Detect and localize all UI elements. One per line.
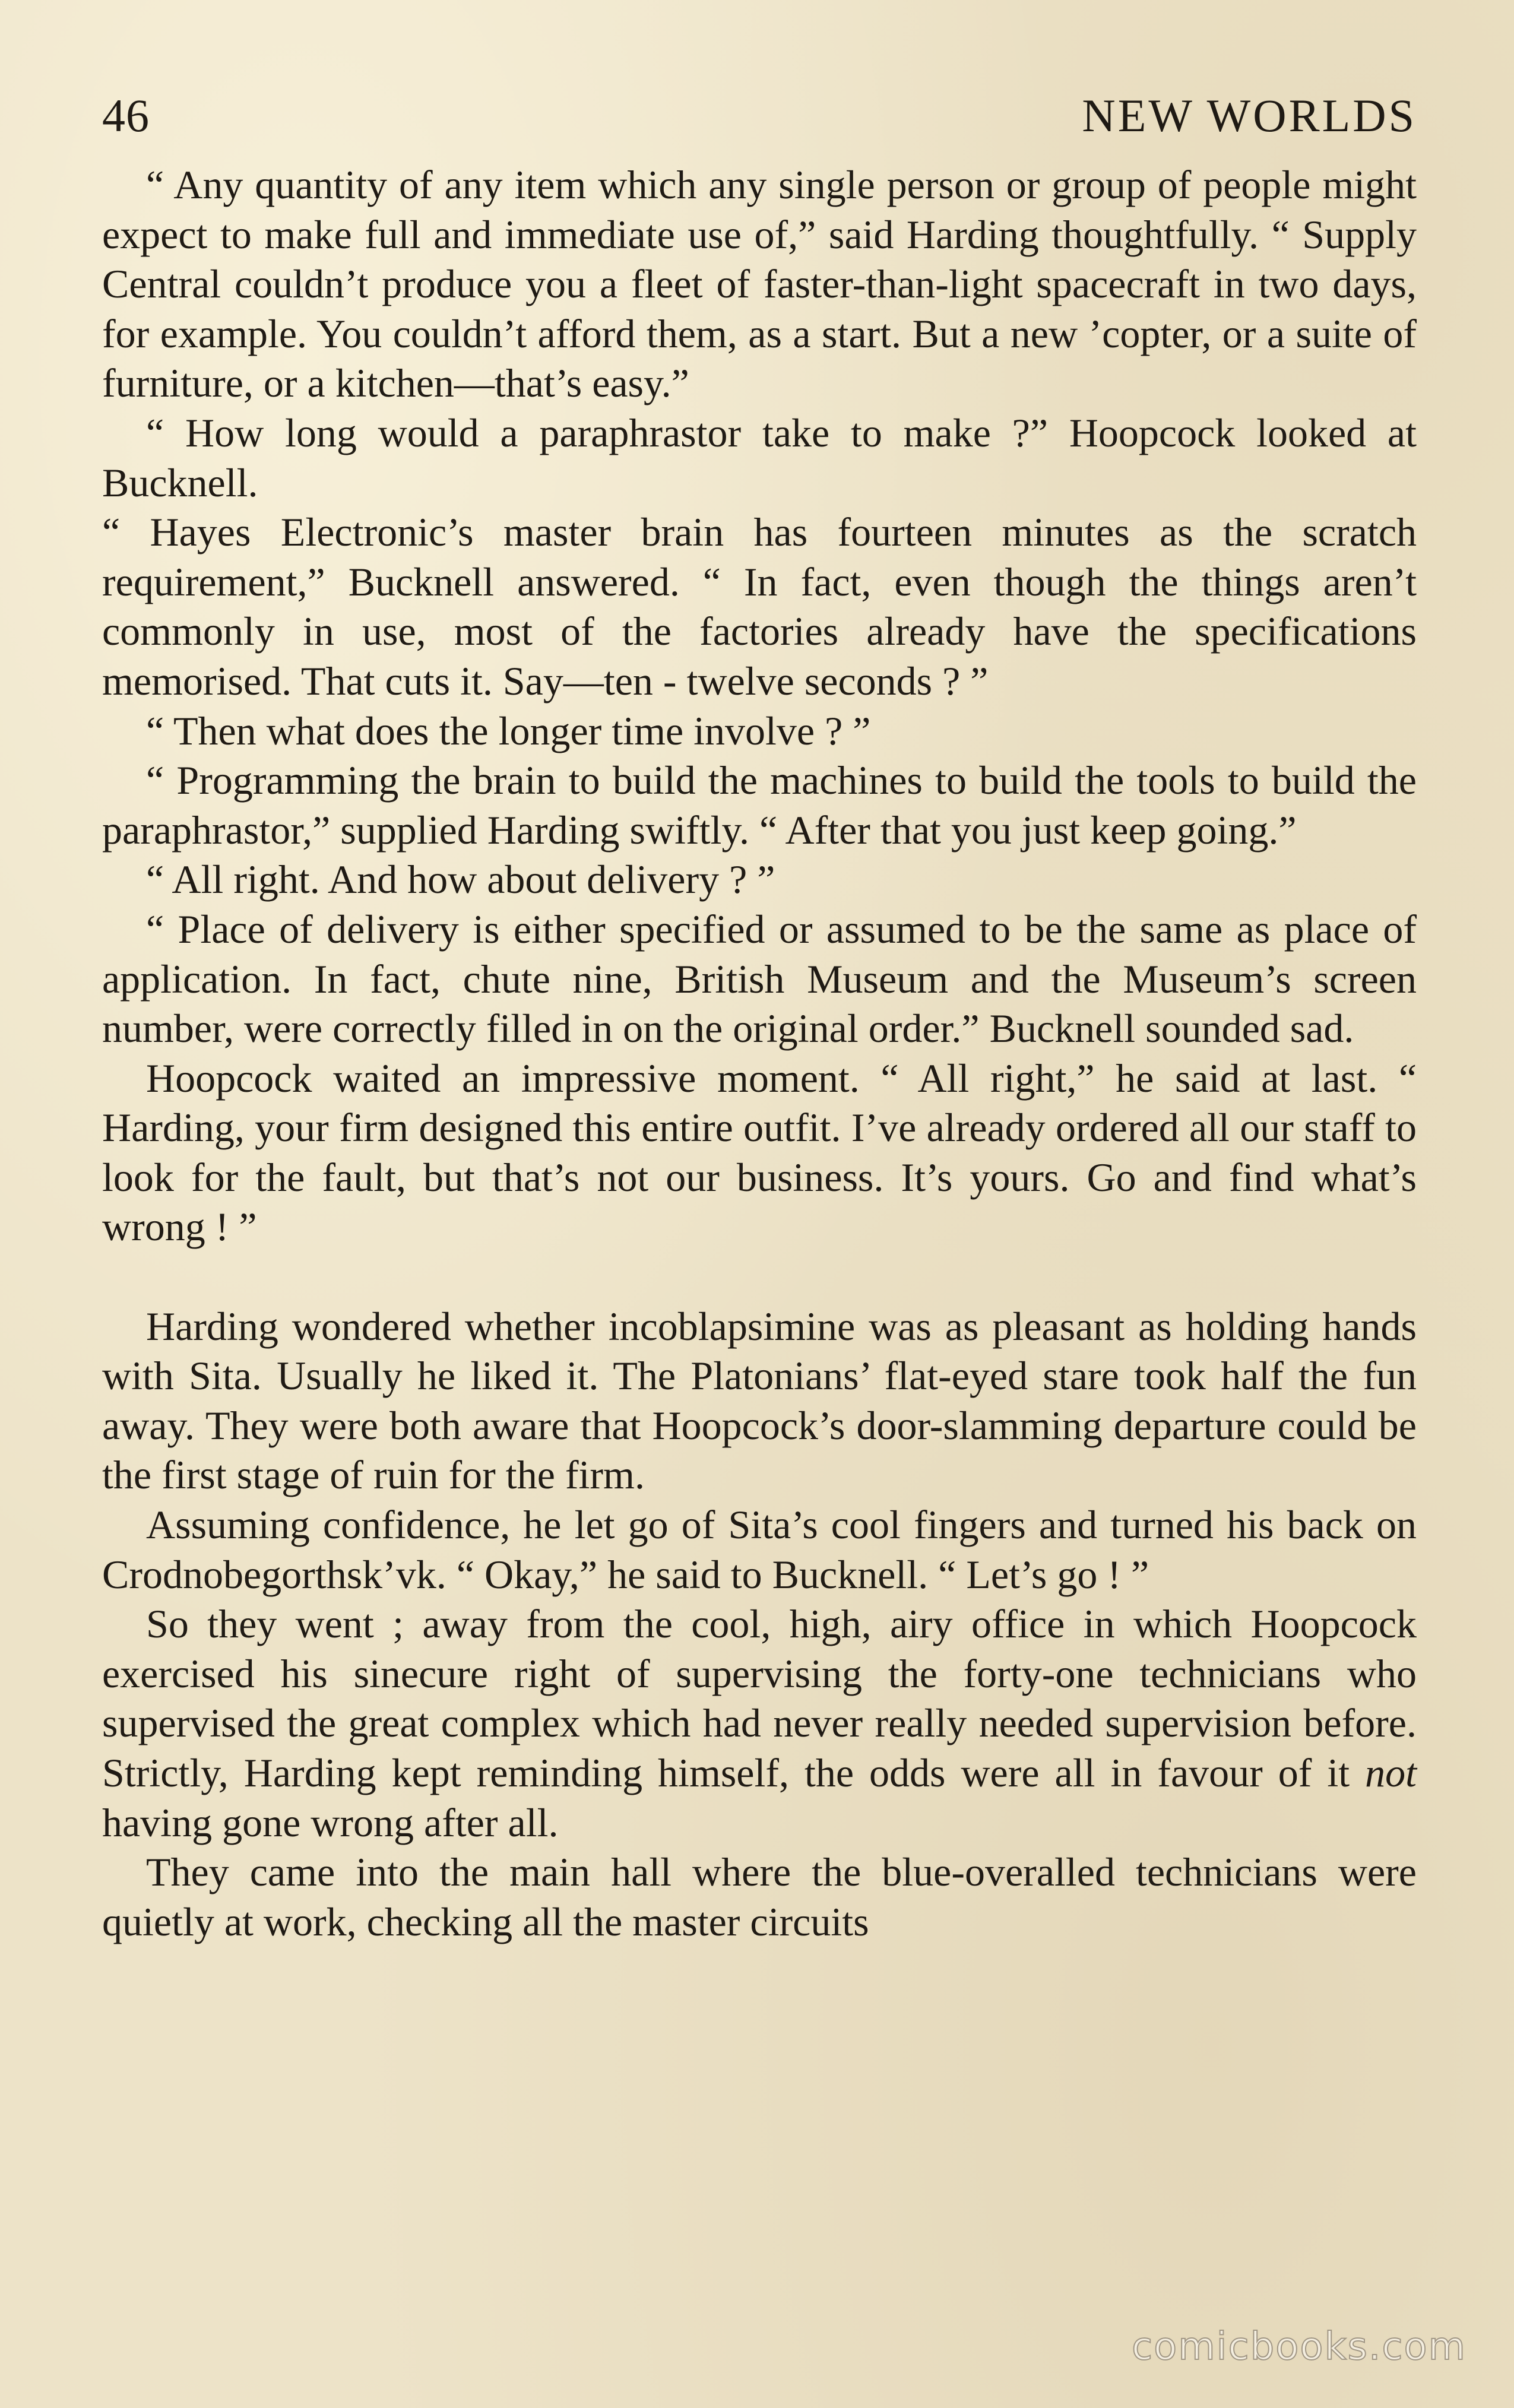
paragraph: “ Programming the brain to build the machines to build the tools to build the paraphrastor,” supplied Harding swiftly. “ After that you just keep going.” xyxy=(102,758,1417,853)
paragraph xyxy=(102,1599,1417,1848)
paragraph: They came into the main hall where the blue-overalled technicians were quietly at work, checking all the master circuits xyxy=(102,1849,1417,1944)
paragraph: Hoopcock waited an impressive moment. “ All right,” he said at last. “ Harding, your firm designed this entire outfit. I’ve already ordered all our staff to look for the fault, but that’s not our business. It’s yours. Go and find what’s wrong ! ” xyxy=(102,1055,1417,1250)
book-page xyxy=(102,89,1417,1947)
running-title: NEW WORLDS xyxy=(1082,90,1417,141)
section-break xyxy=(102,1252,1417,1302)
paragraph: “ How long would a paraphrastor take to make ?” Hoopcock looked at Bucknell. xyxy=(102,410,1417,505)
paragraph: “ All right. And how about delivery ? ” xyxy=(146,857,775,902)
running-head xyxy=(102,89,1417,148)
paragraph: Assuming confidence, he let go of Sita’s cool fingers and turned his back on Crodnobegorthsk’vk. “ Okay,” he said to Bucknell. “ Let’s go ! ” xyxy=(102,1502,1417,1597)
paragraph: Harding wondered whether incoblapsimine was as pleasant as holding hands with Sita. Usually he liked it. The Platonians’ flat-eyed stare took half the fun away. They were both aware that Hoopcock’s door-slamming departure could be the first stage of ruin for the firm. xyxy=(102,1303,1417,1498)
paragraph: “ Place of delivery is either specified or assumed to be the same as place of application. In fact, chute nine, British Museum and the Museum’s screen number, were correctly filled in on the original order.” Bucknell sounded sad. xyxy=(102,906,1417,1051)
paragraph-text: having gone wrong after all. xyxy=(102,1799,559,1845)
watermark: comicbooks.com xyxy=(1131,2325,1467,2369)
paragraph-text: So they went ; away from the cool, high, airy office in which Hoopcock exercised his sinecure right of supervising the forty-one technicians who supervised the great complex which had never really needed supervision before. Strictly, Harding kept reminding himself, the odds were all in favour of it xyxy=(102,1601,1417,1795)
emphasis-text: not xyxy=(1365,1750,1417,1795)
paragraph: “ Then what does the longer time involve ? ” xyxy=(146,708,871,753)
paragraph: “ Hayes Electronic’s master brain has fourteen minutes as the scratch requirement,” Bucknell answered. “ In fact, even though the things aren’t commonly in use, most of the factories already have the specifications memorised. That cuts it. Say—ten - twelve seconds ? ” xyxy=(102,509,1417,704)
page-number: 46 xyxy=(102,90,150,141)
body-text xyxy=(102,160,1417,1947)
paragraph: “ Any quantity of any item which any single person or group of people might expect to make full and immediate use of,” said Harding thoughtfully. “ Supply Central couldn’t produce you a fleet of faster-than-light spacecraft in two days, for example. You couldn’t afford them, as a start. But a new ’copter, or a suite of furniture, or a kitchen—that’s easy.” xyxy=(102,162,1417,406)
